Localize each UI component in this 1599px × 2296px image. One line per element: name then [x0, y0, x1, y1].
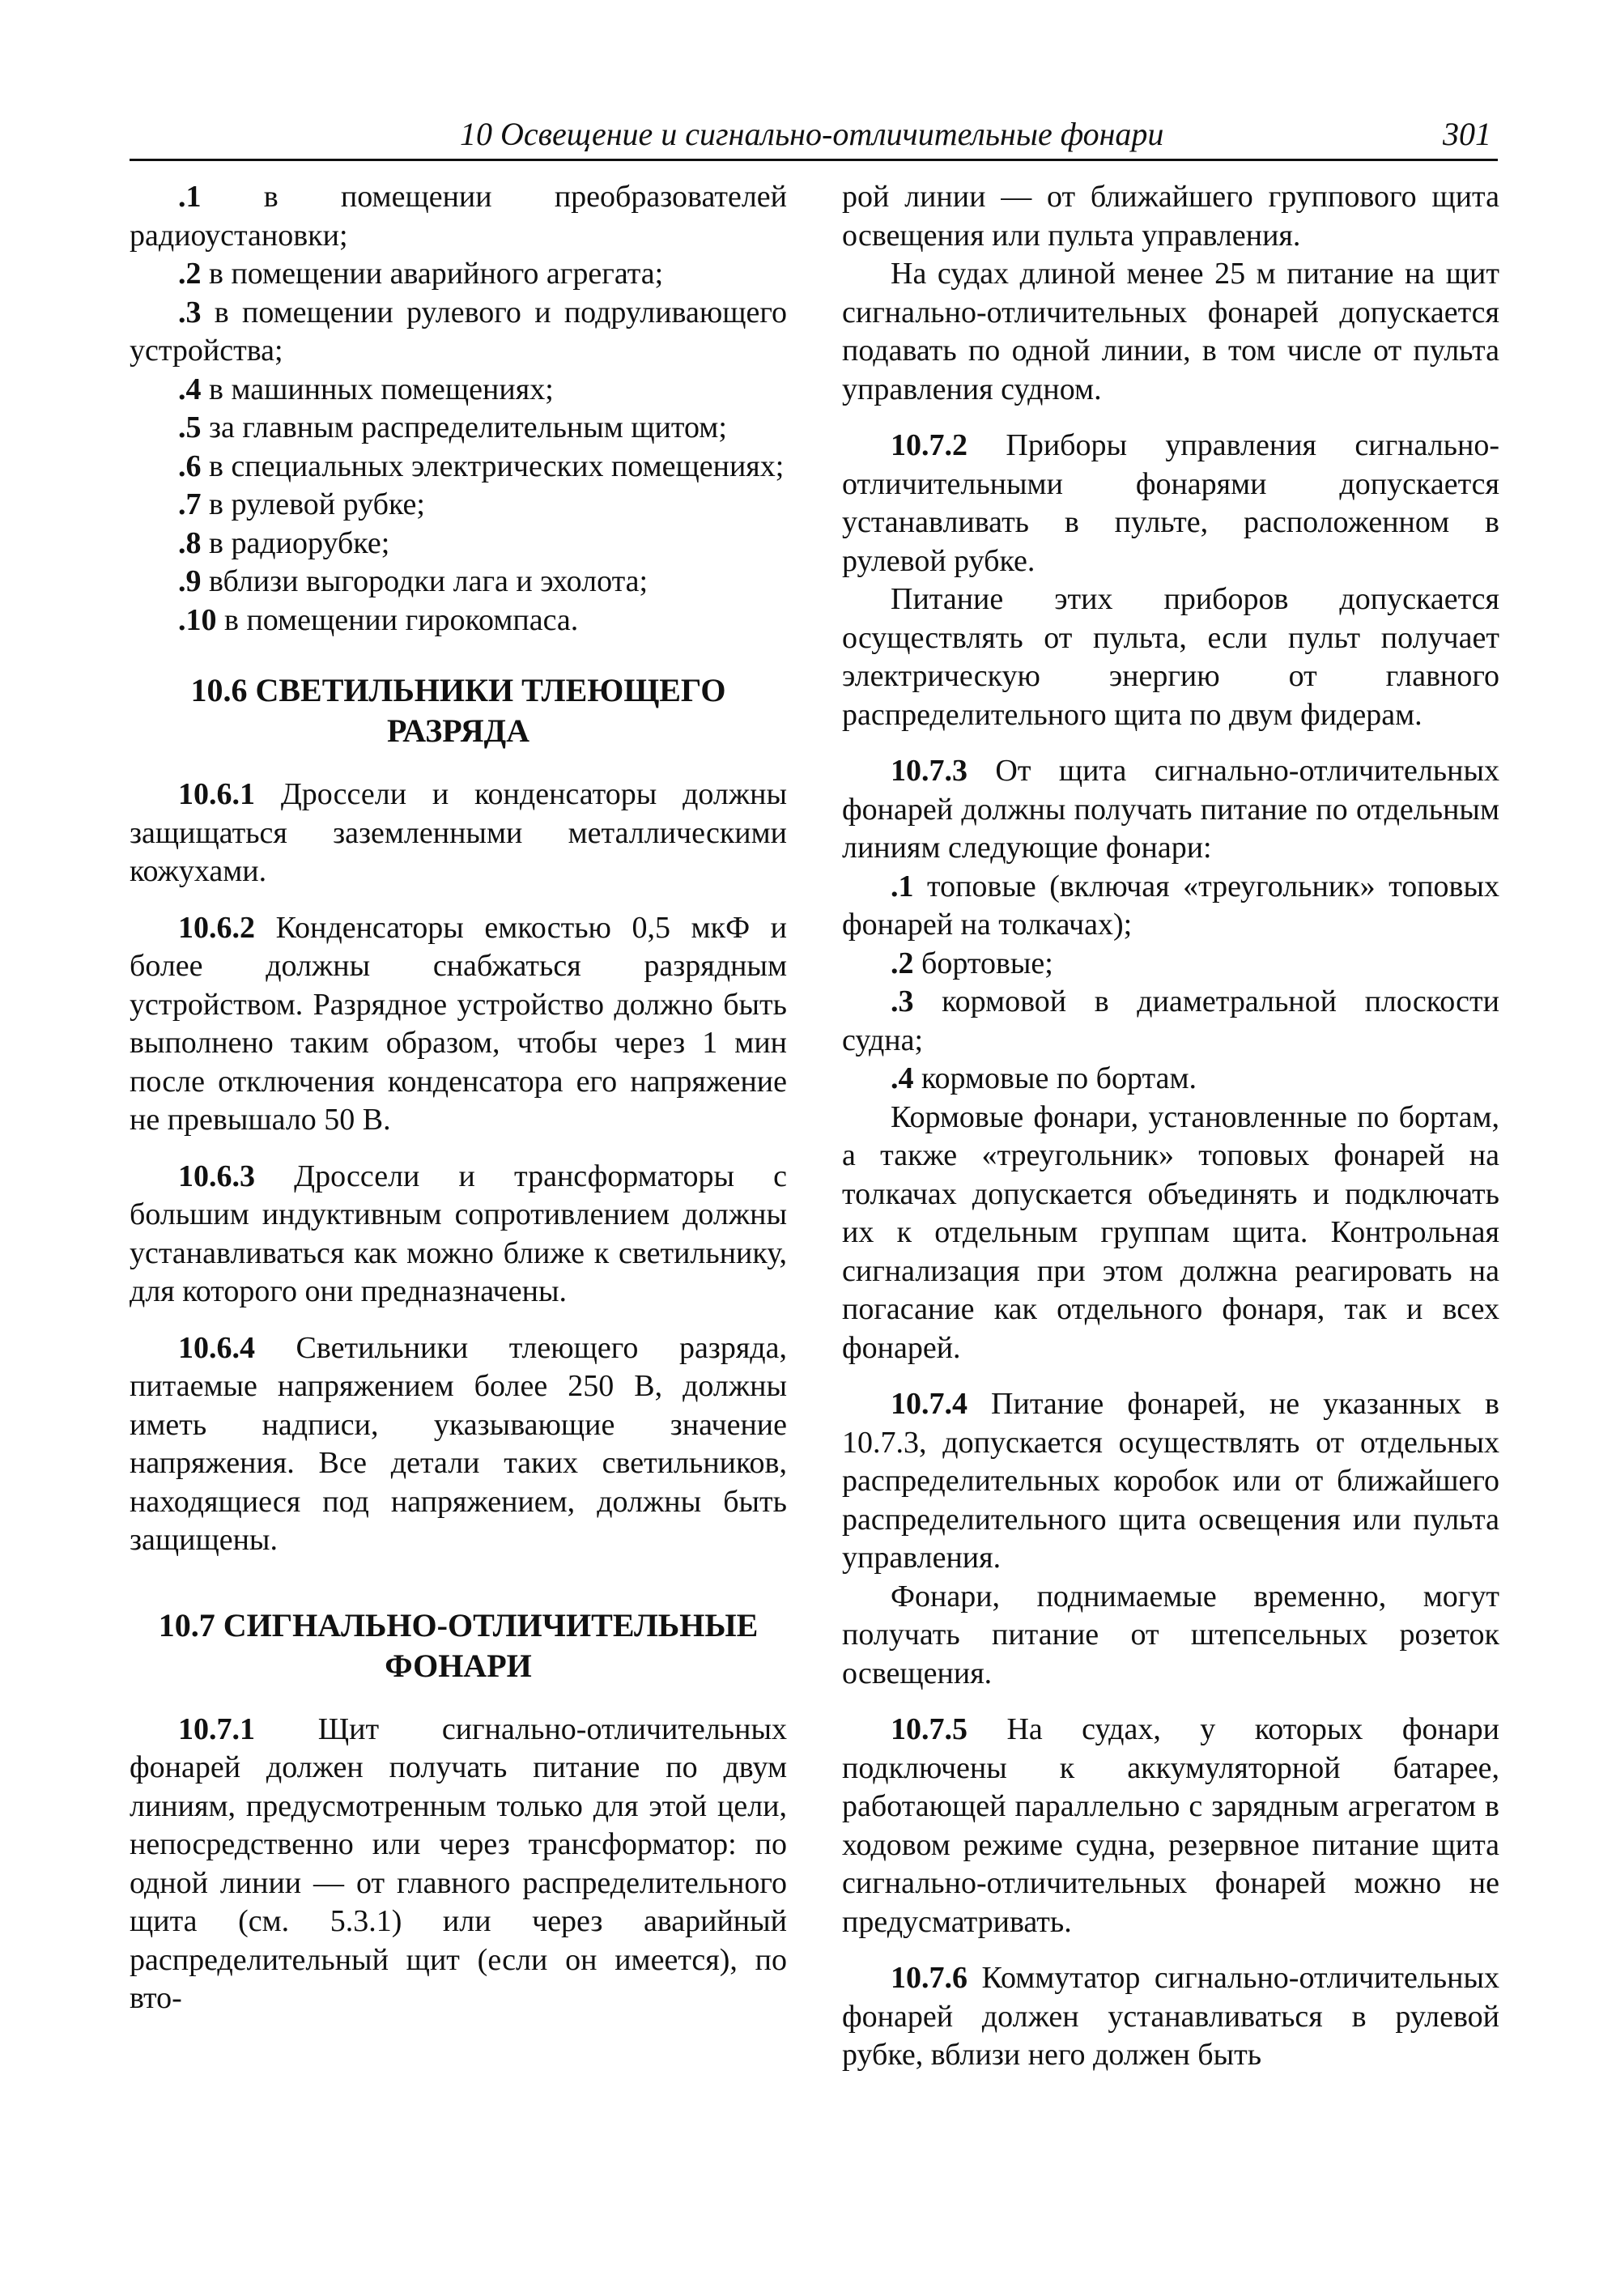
list-item: [130, 294, 787, 371]
header-title: 10 Освещение и сигнально-отличительные фонари: [460, 116, 1164, 152]
paragraph-10-7-4: [842, 1385, 1499, 1578]
paragraph-text: На судах, у которых фонари подключены к аккумуляторной батарее, работающей параллельно с зарядным агрегатом в ходовом режиме судна, резервное питание щита сигнально-отличительных фонарей можно не предусматривать.: [842, 1712, 1499, 1939]
paragraph-number: 10.7.5: [891, 1712, 967, 1746]
paragraph-10-7-4-temporary: Фонари, поднимаемые временно, могут получать питание от штепсельных розеток освещения.: [842, 1579, 1499, 1690]
paragraph-text: Светильники тлеющего разряда, питаемые напряжением более 250 В, должны иметь надписи, указывающие значение напряжения. Все детали таких светильников, находящиеся под напряжением, должны быть защищены.: [130, 1330, 787, 1557]
paragraph-number: 10.7.3: [891, 754, 967, 788]
item-number: .2: [891, 946, 914, 980]
list-item: [842, 1060, 1499, 1099]
paragraph-number: 10.7.4: [891, 1387, 967, 1421]
paragraph-10-7-1: [130, 1711, 787, 2018]
paragraph-number: 10.6.4: [178, 1330, 255, 1365]
item-number: .3: [178, 295, 202, 330]
list-item: [130, 178, 787, 255]
item-number: .2: [178, 257, 202, 291]
paragraph-number: 10.7.2: [891, 428, 967, 462]
paragraph-short-ships: На судах длиной менее 25 м питание на щит сигнально-отличительных фонарей допускается подавать по одной линии, в том числе от пульта управления судном.: [842, 257, 1499, 406]
list-item: [130, 563, 787, 602]
item-text: вблизи выгородки лага и эхолота;: [201, 564, 649, 598]
paragraph-number: 10.6.3: [178, 1159, 255, 1193]
paragraph-10-6-4: [130, 1329, 787, 1560]
paragraph-10-7-5: [842, 1711, 1499, 1941]
paragraph-text: Коммутатор сигнально-отличительных фонарей должен устанавливаться в рулевой рубке, вблизи него должен быть: [842, 1961, 1499, 2072]
list-item: [130, 448, 787, 487]
item-text: в помещении преобразователей радиоустановки;: [130, 180, 787, 253]
item-text: в помещении аварийного агрегата;: [201, 257, 664, 291]
paragraph-text: От щита сигнально-отличительных фонарей должны получать питание по отдельным линиям следующие фонари:: [842, 754, 1499, 865]
paragraph-text: Дроссели и трансформаторы с большим индуктивным сопротивлением должны устанавливаться как можно ближе к светильнику, для которого они предназначены.: [130, 1159, 787, 1308]
item-number: .9: [178, 564, 202, 598]
paragraph-10-6-3: [130, 1158, 787, 1312]
item-text: в помещении гирокомпаса.: [216, 602, 579, 637]
list-item: [130, 371, 787, 410]
item-text: за главным распределительным щитом;: [201, 410, 727, 444]
item-text: кормовой в диаметральной плоскости судна;: [842, 984, 1499, 1057]
paragraph-number: 10.7.6: [891, 1961, 967, 1995]
item-text: в рулевой рубке;: [201, 487, 425, 521]
item-number: .10: [178, 602, 217, 637]
paragraph-number: 10.6.2: [178, 910, 255, 945]
paragraph-10-7-6: [842, 1959, 1499, 2075]
list-item: [130, 486, 787, 525]
item-number: .8: [178, 525, 202, 560]
paragraph-10-7-2: [842, 427, 1499, 580]
page-number: 301: [1443, 116, 1491, 152]
item-number: .1: [178, 180, 202, 214]
item-text: топовые (включая «треугольник» топовых фонарей на толкачах);: [842, 869, 1499, 942]
section-heading-10-7: 10.7 СИГНАЛЬНО-ОТЛИЧИТЕЛЬНЫЕ ФОНАРИ: [158, 1606, 759, 1684]
item-number: .7: [178, 487, 202, 521]
paragraph-text: Дроссели и конденсаторы должны защищаться заземленными металлическими кожухами.: [130, 777, 787, 888]
item-number: .3: [891, 984, 914, 1018]
list-item: [130, 255, 787, 294]
item-number: .4: [891, 1061, 914, 1095]
right-column: [842, 178, 1499, 2075]
item-text: кормовые по бортам.: [913, 1061, 1197, 1095]
item-number: .5: [178, 410, 202, 444]
item-text: в помещении рулевого и подруливающего устройства;: [130, 295, 787, 368]
list-item: [842, 983, 1499, 1060]
item-text: в радиорубке;: [201, 525, 390, 560]
list-item: [130, 409, 787, 448]
paragraph-number: 10.7.1: [178, 1711, 255, 1746]
paragraph-number: 10.6.1: [178, 777, 255, 811]
paragraph-10-6-1: [130, 776, 787, 891]
item-text: в машинных помещениях;: [201, 372, 554, 406]
paragraph-text: Приборы управления сигнально-отличительными фонарями допускается устанавливать в пульте, расположенном в рулевой рубке.: [842, 428, 1499, 578]
paragraph-10-7-3: [842, 752, 1499, 868]
paragraph-10-7-2-supply: Питание этих приборов допускается осуществлять от пульта, если пульт получает электрическую энергию от главного распределительного щита по двум фидерам.: [842, 582, 1499, 732]
item-text: бортовые;: [913, 946, 1053, 980]
paragraph-10-6-2: [130, 909, 787, 1140]
paragraph-continuation: рой линии — от ближайшего группового щита освещения или пульта управления.: [842, 180, 1499, 253]
item-text: в специальных электрических помещениях;: [201, 449, 785, 483]
running-header: [130, 112, 1498, 161]
item-number: .6: [178, 449, 202, 483]
item-number: .1: [891, 869, 914, 904]
paragraph-text: Конденсаторы емкостью 0,5 мкФ и более должны снабжаться разрядным устройством. Разрядное устройство должно быть выполнено таким образом, чтобы через 1 мин после отключения конденсатора его напряжение не превышало 50 В.: [130, 910, 787, 1137]
section-heading-10-6: 10.6 СВЕТИЛЬНИКИ ТЛЕЮЩЕГО РАЗРЯДА: [190, 672, 726, 749]
list-item: [842, 945, 1499, 984]
left-column: [130, 178, 787, 2018]
list-item: [130, 602, 787, 640]
paragraph-text: Питание фонарей, не указанных в 10.7.3, допускается осуществлять от отдельных распределительных коробок или от ближайшего распределительного щита освещения или пульта управления.: [842, 1387, 1499, 1575]
item-number: .4: [178, 372, 202, 406]
paragraph-10-7-3-stern-lights: Кормовые фонари, установленные по бортам, а также «треугольник» топовых фонарей на толкачах допускается объединять и подключать их к отдельным группам щита. Контрольная сигнализация при этом должна реагировать на погасание как отдельного фонаря, так и всех фонарей.: [842, 1099, 1499, 1365]
list-item: [842, 868, 1499, 945]
list-item: [130, 525, 787, 563]
paragraph-text: Щит сигнально-отличительных фонарей должен получать питание по двум линиям, предусмотренным только для этой цели, непосредственно или через трансформатор: по одной линии — от главного распределительного щита (см. 5.3.1) или через аварийный распределительный щит (если он имеется), по вто-: [130, 1711, 787, 2015]
